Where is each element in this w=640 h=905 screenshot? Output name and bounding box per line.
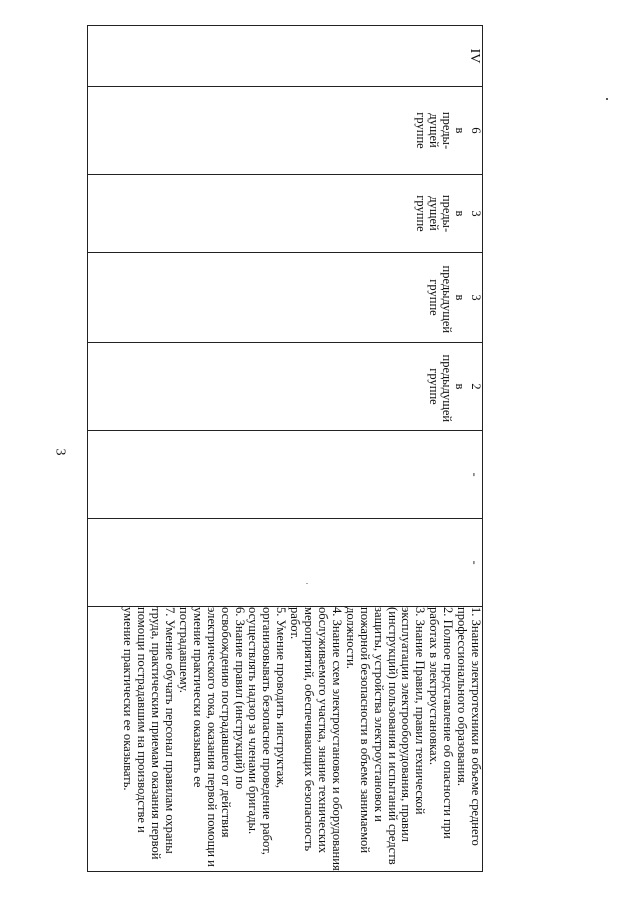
- dash: -: [468, 472, 482, 477]
- requirement-item: 2. Полное представление об опасности при работах в электроустановках.: [427, 607, 456, 839]
- requirement-cell-2: [88, 175, 483, 253]
- cell-label: в предыдущей группе: [427, 265, 467, 334]
- scan-speck: [606, 98, 608, 100]
- dash: -: [468, 560, 482, 565]
- requirement-cell-3: [88, 253, 483, 343]
- requirement-item: 3. Знание Правил, правил технической эксплуатации электрооборудования, правил (инструкций) пользования и испытаний средств защиты, устройства электроустановок и пожарной безопасности в объеме занимаемой должности.: [343, 607, 428, 865]
- group-cell: [88, 26, 483, 87]
- requirements-text-cell: [88, 607, 483, 872]
- qualification-table: [87, 25, 483, 871]
- cell-number: 3: [469, 210, 483, 217]
- group-label: IV: [467, 48, 482, 64]
- requirement-item: 7. Умение обучать персонал правилам охраны труда, практическим приемам оказания первой помощи пострадавшим на производстве и умение практически ее оказывать.: [121, 607, 178, 860]
- requirement-item: 1. Знание электротехники в объеме среднего профессионального образования.: [455, 607, 483, 846]
- dash-cell-1: [88, 431, 483, 519]
- dash-cell-2: [88, 519, 483, 607]
- requirement-item: 5. Умение проводить инструктаж, организовывать безопасное проведение работ, осуществлять надзор за членами бригады.: [246, 607, 289, 855]
- requirement-item: 6. Знание правил (инструкций) по освобождению пострадавшего от действия электрического тока, оказания первой помощи и умение практически оказывать ее пострадавшему.: [176, 607, 247, 867]
- cell-number: 3: [469, 294, 483, 301]
- requirement-cell-4: [88, 343, 483, 431]
- cell-label: в предыдущей группе: [427, 354, 467, 423]
- cell-label: в преды-дущей группе: [414, 111, 467, 150]
- cell-label: в преды-дущей группе: [414, 194, 467, 233]
- cell-number: 2: [469, 383, 483, 390]
- cell-number: 6: [469, 127, 483, 134]
- page-number: 3: [52, 448, 68, 456]
- requirement-cell-1: [88, 87, 483, 175]
- table-row: [88, 26, 483, 872]
- requirement-item: 4. Знание схем электроустановок и оборудования обслуживаемого участка, знание технических мероприятий, обеспечивающих безопасность работ.: [288, 607, 344, 871]
